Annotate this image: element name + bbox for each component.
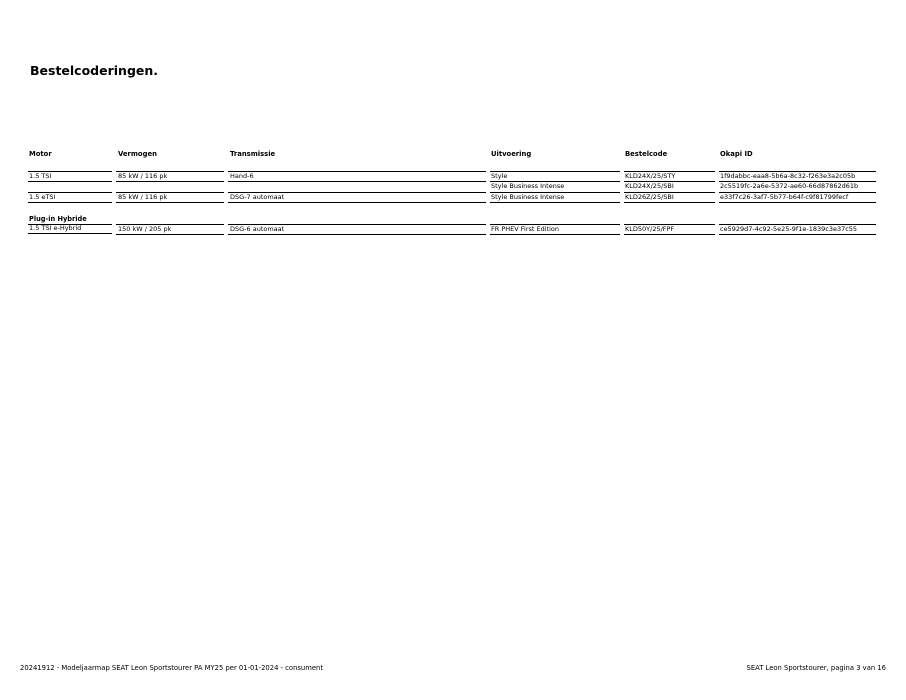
cell-transmissie: Hand-6 — [230, 172, 254, 180]
cell-uitvoering: Style — [491, 172, 508, 180]
header-uitvoering: Uitvoering — [491, 150, 532, 158]
cell-vermogen: 150 kW / 205 pk — [118, 225, 172, 233]
row-rule — [228, 202, 486, 203]
row-rule — [116, 234, 224, 235]
row-rule — [624, 234, 715, 235]
section-label-plugin-hybride: Plug-in Hybride — [29, 215, 87, 223]
row-rule — [28, 181, 112, 182]
row-rule — [28, 233, 112, 234]
header-vermogen: Vermogen — [118, 150, 157, 158]
cell-okapi-id: 2c5519fc-2a6e-5372-ae60-66d87862d61b — [720, 182, 859, 190]
header-okapi-id: Okapi ID — [720, 150, 753, 158]
header-rule-uitvoering — [490, 171, 620, 172]
cell-okapi-id: ce5929d7-4c92-5e25-9f1e-1839c3e37c55 — [720, 225, 858, 233]
row-rule — [719, 234, 876, 235]
cell-bestelcode: KLD24X/25/SBI — [625, 182, 674, 190]
row-rule — [228, 181, 486, 182]
cell-bestelcode: KLD26Z/25/SBI — [625, 193, 674, 201]
cell-transmissie: DSG-7 automaat — [230, 193, 285, 201]
header-bestelcode: Bestelcode — [625, 150, 668, 158]
cell-vermogen: 85 kW / 116 pk — [118, 172, 168, 180]
cell-motor: 1.5 TSI e-Hybrid — [29, 224, 82, 232]
row-rule — [490, 234, 620, 235]
row-rule — [28, 202, 112, 203]
header-rule-transmissie — [228, 171, 486, 172]
header-motor: Motor — [29, 150, 52, 158]
row-rule — [719, 202, 876, 203]
cell-uitvoering: FR PHEV First Edition — [491, 225, 559, 233]
cell-okapi-id: 1f9dabbc-eaa8-5b6a-8c32-f263e3a2c05b — [720, 172, 856, 180]
row-rule — [228, 234, 486, 235]
row-rule — [624, 202, 715, 203]
page-title: Bestelcoderingen. — [30, 63, 159, 78]
row-rule — [116, 202, 224, 203]
footer-right: SEAT Leon Sportstourer, pagina 3 van 16 — [746, 664, 886, 672]
cell-motor: 1.5 eTSI — [29, 193, 56, 201]
cell-bestelcode: KLD24X/25/STY — [625, 172, 676, 180]
header-transmissie: Transmissie — [230, 150, 276, 158]
cell-okapi-id: e33f7c26-3af7-5b77-b64f-c9f81799fecf — [720, 193, 849, 201]
row-rule — [116, 181, 224, 182]
cell-uitvoering: Style Business Intense — [491, 182, 565, 190]
footer-left: 20241912 - Modeljaarmap SEAT Leon Sportstourer PA MY25 per 01-01-2024 - consument — [20, 664, 324, 672]
cell-motor: 1.5 TSI — [29, 172, 52, 180]
row-rule — [490, 202, 620, 203]
cell-bestelcode: KLD50Y/25/FPF — [625, 225, 675, 233]
cell-vermogen: 85 kW / 116 pk — [118, 193, 168, 201]
cell-uitvoering: Style Business Intense — [491, 193, 565, 201]
cell-transmissie: DSG-6 automaat — [230, 225, 285, 233]
